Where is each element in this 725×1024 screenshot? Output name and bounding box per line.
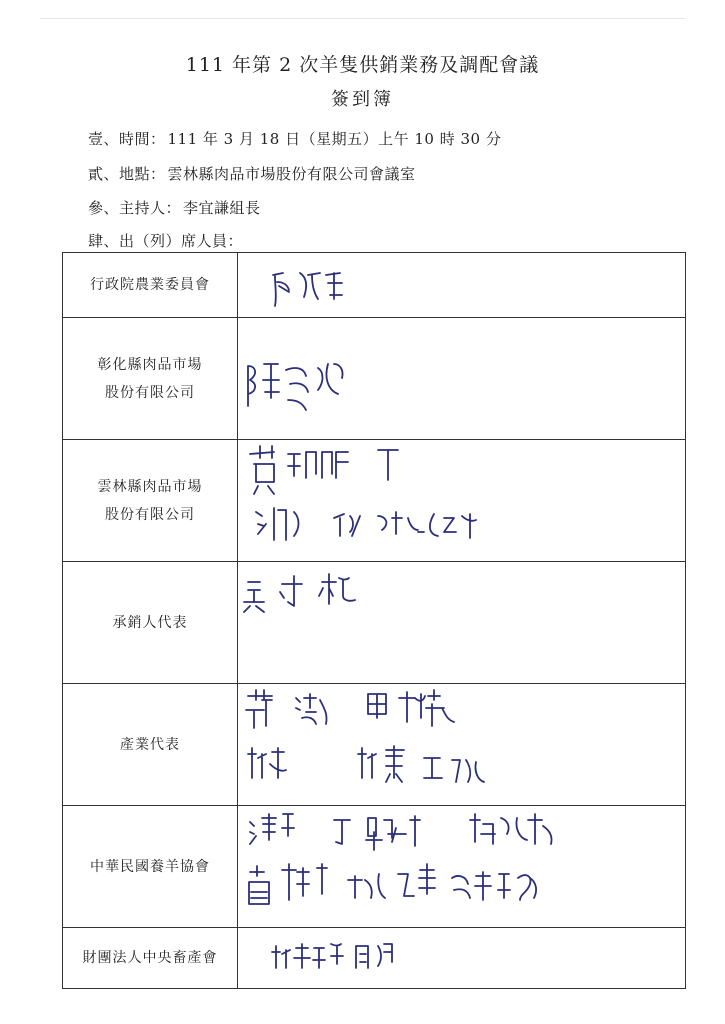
sign-in-table — [62, 252, 686, 989]
info-place-value: 雲林縣肉品市場股份有限公司會議室 — [167, 165, 416, 183]
org-cell — [63, 318, 238, 440]
handwritten-signature — [238, 928, 688, 988]
handwritten-signature — [238, 806, 688, 926]
table-row — [63, 806, 686, 928]
signature-cell — [238, 684, 686, 806]
info-attendees — [88, 230, 243, 251]
signature-cell — [238, 806, 686, 928]
org-cell — [63, 253, 238, 318]
org-name-line1: 雲林縣肉品市場 — [97, 478, 203, 495]
org-cell — [63, 806, 238, 928]
table-row — [63, 440, 686, 562]
org-name-line1: 中華民國養羊協會 — [90, 858, 210, 875]
org-cell — [63, 684, 238, 806]
handwritten-signature — [238, 440, 688, 560]
org-name-line2: 股份有限公司 — [105, 384, 195, 401]
document-subtitle: 簽到簿 — [331, 89, 394, 110]
signature-cell — [238, 928, 686, 989]
org-name-line1: 承銷人代表 — [112, 614, 188, 631]
info-place — [88, 163, 416, 184]
handwritten-signature — [238, 562, 688, 682]
table-row — [63, 562, 686, 684]
info-attendees-label: 肆、出（列）席人員： — [88, 232, 244, 250]
org-name-line1: 財團法人中央畜產會 — [82, 950, 218, 966]
handwritten-signature — [238, 253, 688, 317]
org-name-line1: 彰化縣肉品市場 — [97, 356, 203, 373]
table-row — [63, 684, 686, 806]
org-cell — [63, 562, 238, 684]
info-host-label: 參、主持人： — [88, 199, 182, 217]
info-time-label: 壹、時間： — [88, 130, 166, 148]
org-name-line1: 行政院農業委員會 — [90, 277, 210, 293]
signature-cell — [238, 440, 686, 562]
info-host-value: 李宜謙組長 — [183, 199, 261, 217]
table-row — [63, 253, 686, 318]
org-cell — [63, 928, 238, 989]
signature-cell — [238, 253, 686, 318]
signature-cell — [238, 318, 686, 440]
info-time-value: 111 年 3 月 18 日（星期五）上午 10 時 30 分 — [167, 130, 502, 148]
handwritten-signature — [238, 684, 688, 804]
document-title: 111 年第 2 次羊隻供銷業務及調配會議 — [185, 54, 540, 76]
org-name-line1: 產業代表 — [120, 736, 180, 753]
info-place-label: 貳、地點： — [88, 165, 166, 183]
table-row — [63, 928, 686, 989]
org-cell — [63, 440, 238, 562]
table-row — [63, 318, 686, 440]
info-host — [88, 197, 261, 218]
info-time — [88, 128, 501, 149]
top-rule — [40, 18, 685, 19]
handwritten-signature — [238, 318, 688, 438]
org-name-line2: 股份有限公司 — [105, 506, 195, 523]
signature-cell — [238, 562, 686, 684]
